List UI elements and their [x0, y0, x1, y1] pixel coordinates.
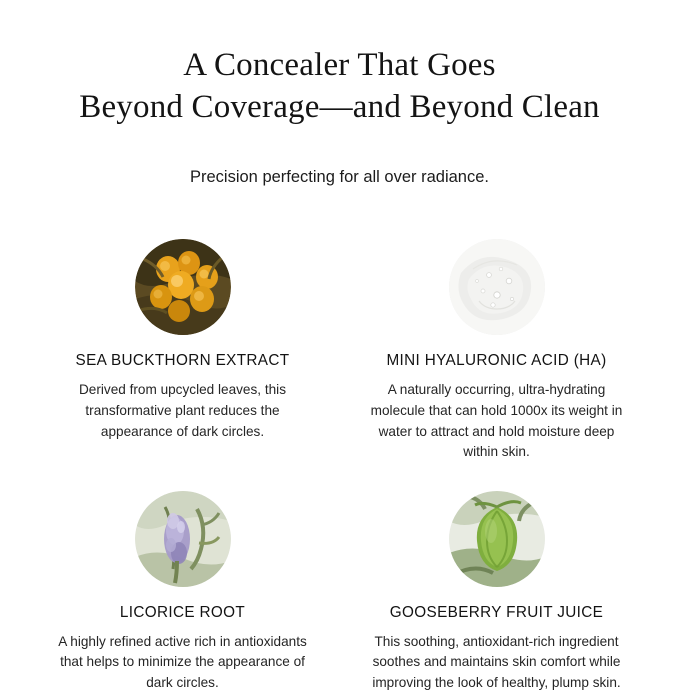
licorice-root-flower-photo [135, 491, 231, 587]
hyaluronic-acid-gel-swatch-photo [449, 239, 545, 335]
sea-buckthorn-berries-photo [135, 239, 231, 335]
headline-line-1: A Concealer That Goes [183, 47, 496, 84]
ingredient-title: GOOSEBERRY FRUIT JUICE [389, 603, 604, 621]
ingredient-description: A naturally occurring, ultra-hydrating molecule that can hold 1000x its weight in water to attract and hold moisture deep within skin. [370, 382, 623, 460]
ingredient-card [345, 491, 649, 694]
ingredient-grid [31, 239, 649, 694]
page-subtitle: Precision perfecting for all over radiance. [190, 167, 489, 186]
ingredient-title: LICORICE ROOT [119, 603, 246, 621]
headline-line-2: Beyond Coverage—and Beyond Clean [79, 89, 600, 126]
page-title [79, 44, 600, 128]
ingredient-card [31, 239, 335, 463]
ingredient-title: SEA BUCKTHORN EXTRACT [75, 352, 290, 370]
ingredient-card [345, 239, 649, 463]
ingredient-card [31, 491, 335, 694]
ingredient-description: A highly refined active rich in antioxidants that helps to minimize the appearance of dark circles. [58, 633, 307, 691]
ingredient-title: MINI HYALURONIC ACID (HA) [386, 352, 607, 370]
ingredient-description: This soothing, antioxidant-rich ingredient soothes and maintains skin comfort while improving the look of healthy, plump skin. [372, 633, 621, 691]
ingredient-description: Derived from upcycled leaves, this transformative plant reduces the appearance of dark circles. [78, 382, 286, 439]
gooseberry-fruit-photo [449, 491, 545, 587]
